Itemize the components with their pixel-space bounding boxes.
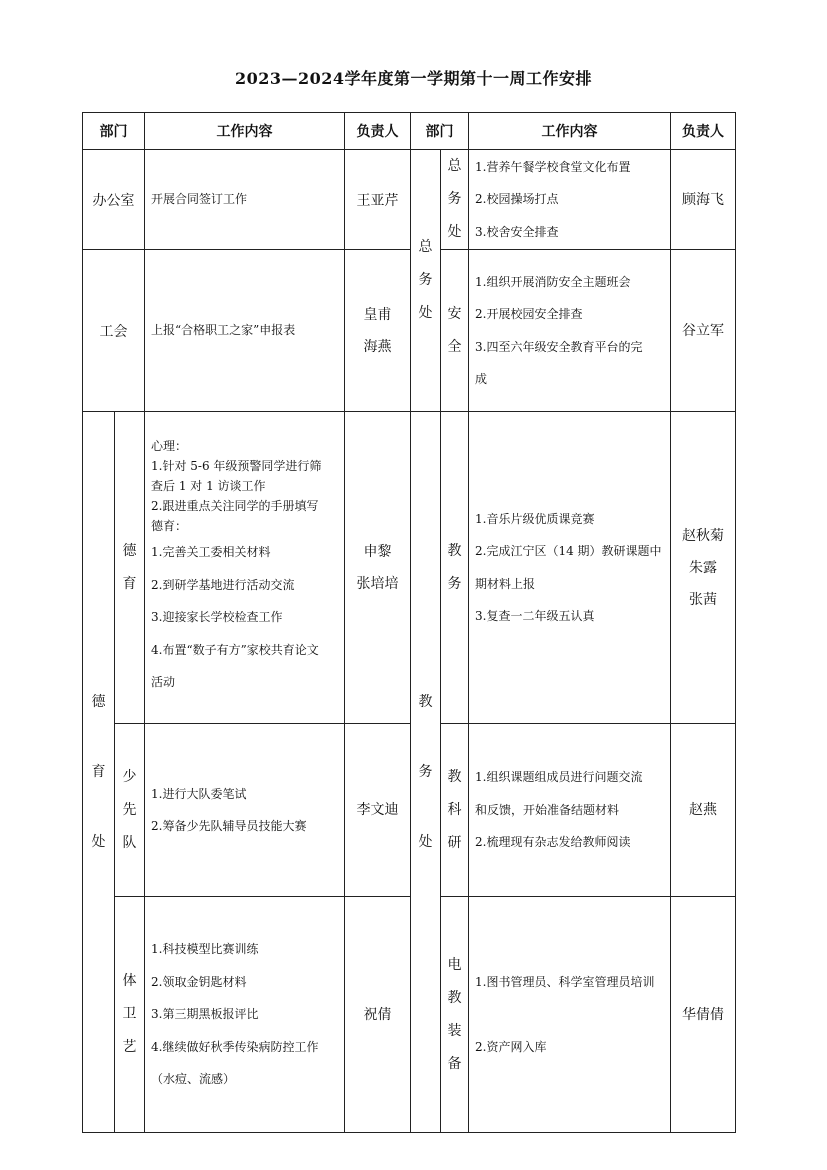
content-teaching: 1.音乐片级优质课竞赛 2.完成江宁区（14 期）教研课题中 期材料上报 3.复查一二年级五认真 [469,412,671,724]
dept-safety: 安 全 [441,250,469,412]
content-union: 上报“合格职工之家”申报表 [145,250,345,412]
group-moral-education: 德 育 处 [83,412,115,1133]
content-research: 1.组织课题组成员进行问题交流 和反馈，开始准备结题材料 2.梳理现有杂志发给教师阅读 [469,724,671,897]
content-sports: 1.科技模型比赛训练 2.领取金钥匙材料 3.第三期黑板报评比 4.继续做好秋季传染病防控工作 （水痘、流感） [145,897,345,1133]
header-person-right: 负责人 [671,113,736,150]
group-academic-affairs: 教 务 处 [411,412,441,1133]
dept-teaching: 教 务 [441,412,469,724]
person-office: 王亚芹 [345,150,411,250]
header-person-left: 负责人 [345,113,411,150]
person-affairs: 顾海飞 [671,150,736,250]
group-general-affairs: 总 务 处 [411,150,441,412]
header-dept-left: 部门 [83,113,145,150]
schedule-table [82,112,736,1133]
person-deyu: 申黎 张培培 [345,412,411,724]
dept-affairs: 总 务 处 [441,150,469,250]
person-equipment: 华倩倩 [671,897,736,1133]
content-affairs: 1.营养午餐学校食堂文化布置 2.校园操场打点 3.校舍安全排查 [469,150,671,250]
header-row [83,113,736,150]
dept-equipment: 电 教 装 备 [441,897,469,1133]
content-safety: 1.组织开展消防安全主题班会 2.开展校园安全排查 3.四至六年级安全教育平台的完 成 [469,250,671,412]
table-row [83,150,736,250]
table-row [83,250,736,412]
person-sports: 祝倩 [345,897,411,1133]
dept-sports: 体 卫 艺 [115,897,145,1133]
table-row [83,724,736,897]
header-content-left: 工作内容 [145,113,345,150]
content-pioneer: 1.进行大队委笔试 2.筹备少先队辅导员技能大赛 [145,724,345,897]
content-deyu: 心理： 1.针对 5-6 年级预警同学进行筛 查后 1 对 1 访谈工作 2.跟进重点关注同学的手册填写 德育： 1.完善关工委相关材料 2.到研学基地进行活动交流 3.迎接家长学校检查工作 4.布置“数子有方”家校共育论文 活动 [145,412,345,724]
person-pioneer: 李文迪 [345,724,411,897]
dept-deyu: 德 育 [115,412,145,724]
dept-pioneer: 少 先 队 [115,724,145,897]
person-safety: 谷立军 [671,250,736,412]
dept-office: 办公室 [83,150,145,250]
content-equipment: 1.图书管理员、科学室管理员培训 2.资产网入库 [469,897,671,1133]
content-office: 开展合同签订工作 [145,150,345,250]
dept-union: 工会 [83,250,145,412]
header-content-right: 工作内容 [469,113,671,150]
person-teaching: 赵秋菊 朱露 张茜 [671,412,736,724]
person-research: 赵燕 [671,724,736,897]
dept-research: 教 科 研 [441,724,469,897]
table-row [83,412,736,724]
table-row [83,897,736,1133]
person-union: 皇甫 海燕 [345,250,411,412]
header-dept-right: 部门 [411,113,469,150]
page-title: 2023—2024学年度第一学期第十一周工作安排 [234,69,593,88]
